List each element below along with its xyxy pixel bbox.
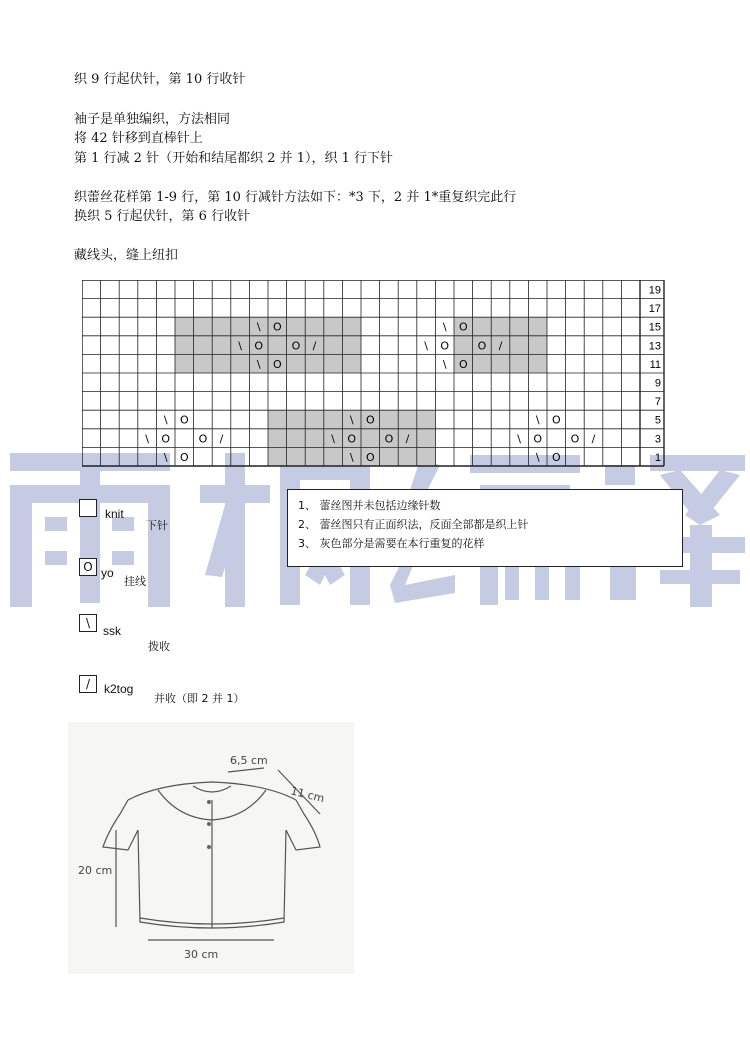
row-number: 17 [648,303,661,316]
note-2: 2、 蕾丝图只有正面织法，反面全部都是织上针 [298,518,529,531]
k2tog-symbol: / [219,432,224,446]
row-number: 15 [648,321,661,334]
ssk-symbol: \ [163,450,168,464]
yo-symbol: O [458,320,468,334]
neck-measure: 6,5 cm [230,754,268,767]
row-number: 9 [654,377,661,390]
legend-k2tog-cn: 并收（即 2 并 1） [154,692,245,705]
yo-symbol: O [272,320,282,334]
yo-symbol: O [533,432,543,446]
ssk-symbol: \ [163,413,168,427]
k2tog-symbol: / [498,339,503,353]
instruction-line-1: 织 9 行起伏针，第 10 行收针 [74,72,246,87]
row-number: 5 [654,414,661,427]
lace-chart [82,280,672,468]
legend-ssk-en: ssk [103,624,121,638]
ssk-symbol: \ [256,320,261,334]
ssk-symbol: \ [535,413,540,427]
instruction-line-5: 织蕾丝花样第 1-9 行，第 10 行减针方法如下：*3 下，2 并 1*重复织完此行 [74,190,517,205]
yo-symbol: O [254,339,264,353]
shoulder-measure: 11 cm [289,784,326,806]
instruction-line-6: 换织 5 行起伏针，第 6 行收针 [74,209,251,224]
note-3: 3、 灰色部分是需要在本行重复的花样 [298,537,485,550]
yo-symbol: O [440,339,450,353]
row-number: 19 [648,284,661,297]
legend-yo-cn: 挂线 [124,575,146,588]
ssk-symbol: \ [145,432,149,446]
knit-symbol-box [79,499,97,517]
row-number: 3 [654,433,661,446]
yo-symbol-box: O [79,558,97,576]
ssk-symbol: \ [535,450,540,464]
ssk-symbol: \ [517,432,521,446]
ssk-symbol: \ [238,339,242,353]
yo-symbol: O [551,450,561,464]
ssk-symbol: \ [442,357,447,371]
width-measure: 30 cm [184,948,219,961]
yo-symbol: O [477,339,487,353]
row-number: 1 [654,451,661,464]
length-measure: 20 cm [78,864,113,877]
ssk-symbol-box: \ [79,614,97,632]
ssk-symbol: \ [349,413,354,427]
yo-symbol: O [291,339,301,353]
k2tog-symbol-box: / [79,675,97,693]
yo-symbol: O [384,432,394,446]
yo-symbol: O [272,357,282,371]
legend-ssk-cn: 拨收 [148,640,170,653]
k2tog-symbol: / [591,432,596,446]
garment-sketch [68,722,354,974]
instruction-line-2: 袖子是单独编织，方法相同 [74,112,231,127]
yo-symbol: O [179,413,189,427]
note-1: 1、 蕾丝图并未包括边缘针数 [298,499,441,512]
k2tog-symbol: / [312,339,317,353]
ssk-symbol: \ [442,320,447,334]
instruction-line-7: 藏线头，缝上纽扣 [74,248,179,263]
row-number: 13 [648,340,661,353]
ssk-symbol: \ [331,432,335,446]
legend-knit-en: knit [105,507,124,521]
yo-symbol: O [179,450,189,464]
yo-symbol: O [570,432,580,446]
ssk-symbol: \ [349,450,354,464]
yo-symbol: O [161,432,171,446]
instruction-line-4: 第 1 行减 2 针（开始和结尾都织 2 并 1），织 1 行下针 [74,151,394,166]
row-number: 7 [654,396,661,409]
yo-symbol: O [198,432,208,446]
legend-k2tog-en: k2tog [104,682,134,696]
legend-knit-cn: 下针 [146,519,168,532]
yo-symbol: O [365,450,375,464]
yo-symbol: O [551,413,561,427]
ssk-symbol: \ [256,357,261,371]
ssk-symbol: \ [424,339,428,353]
instruction-line-3: 将 42 针移到直棒针上 [74,131,203,146]
notes-box [287,489,683,567]
row-number: 11 [649,358,661,371]
yo-symbol: O [458,357,468,371]
yo-symbol: O [365,413,375,427]
k2tog-symbol: / [405,432,410,446]
legend-yo-en: yo [101,566,114,580]
yo-symbol: O [347,432,357,446]
